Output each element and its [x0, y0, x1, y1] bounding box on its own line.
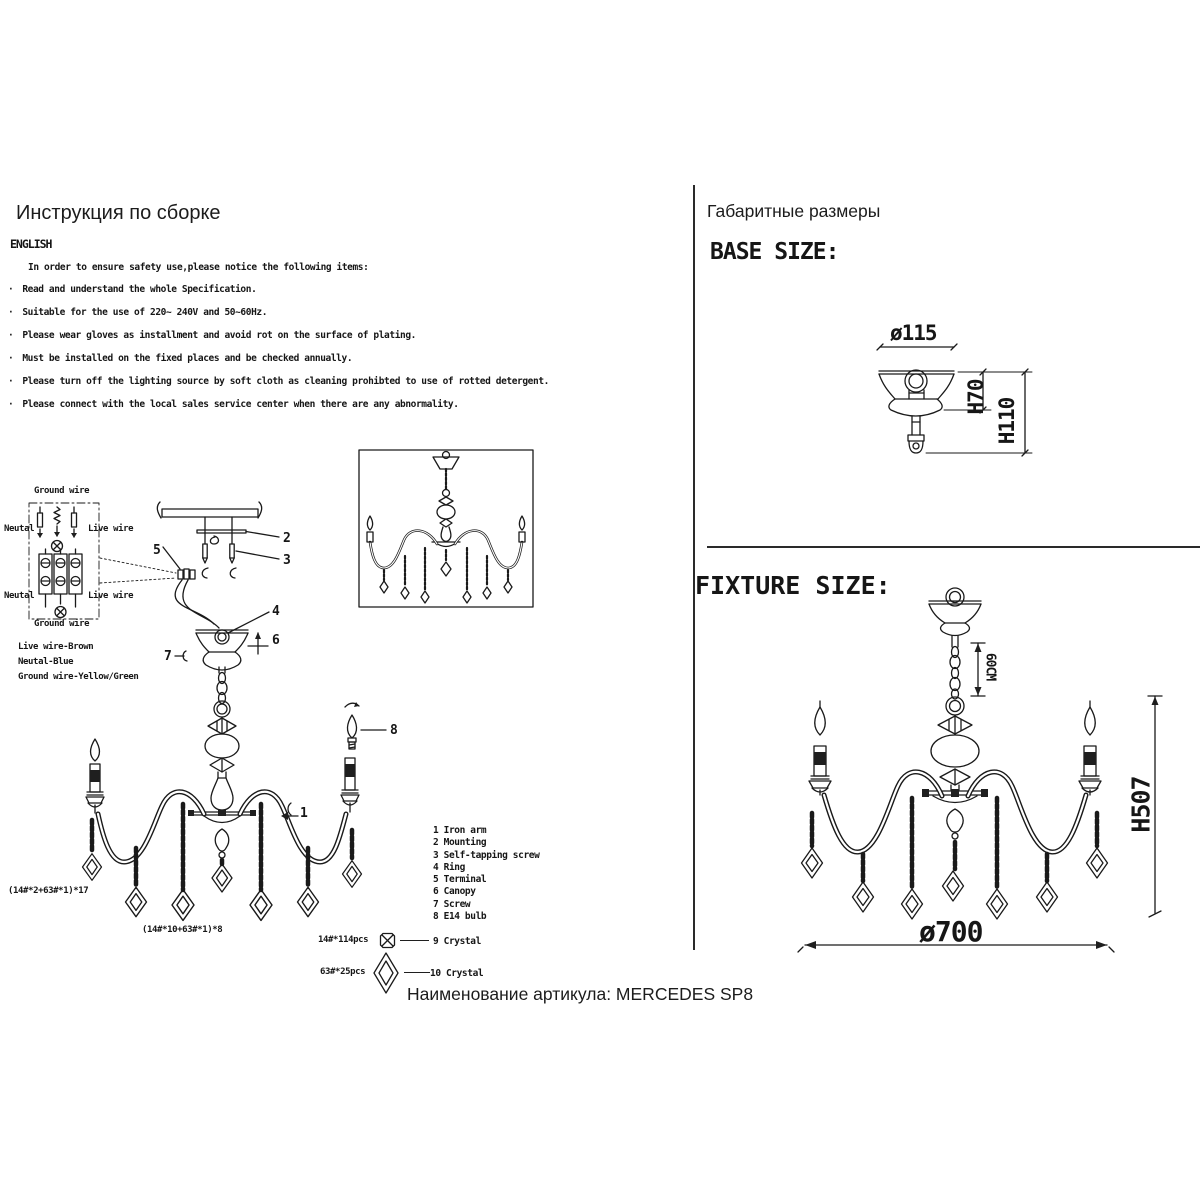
- instruction-bullet-4: · Must be installed on the fixed places and be checked annually.: [8, 353, 353, 364]
- fixture-size-heading: FIXTURE SIZE:: [695, 571, 891, 600]
- crystal-formula-center: (14#*10+63#*1)*8: [142, 925, 223, 935]
- dimensions-title: Габаритные размеры: [707, 201, 881, 221]
- bullet-dot: ·: [8, 376, 14, 387]
- callout-2: 2: [283, 531, 291, 546]
- exploded-chandelier-diagram: [0, 440, 560, 985]
- bullet-dot: ·: [8, 284, 14, 295]
- article-name: Наименование артикула: MERCEDES SP8: [407, 984, 754, 1004]
- crystal-formula-left: (14#*2+63#*1)*17: [8, 886, 89, 896]
- bullet-dot: ·: [8, 330, 14, 341]
- fixture-size-drawing: [700, 555, 1200, 975]
- part-row: 7 Screw: [433, 898, 471, 910]
- fixture-chain-length-label: 60CM: [982, 652, 998, 681]
- callout-4: 4: [272, 604, 280, 619]
- wiring-neutral-top-label: Neutal: [4, 524, 35, 534]
- part-row: 4 Ring: [433, 861, 465, 873]
- fixture-height-label: H507: [1126, 776, 1156, 833]
- bullet-dot: ·: [8, 399, 14, 410]
- wiring-neutral-bottom-label: Neutal: [4, 591, 35, 601]
- part-row: 8 E14 bulb: [433, 911, 487, 923]
- instruction-bullet-1: · Read and understand the whole Specification.: [8, 284, 257, 295]
- base-diameter-label: ø115: [890, 321, 937, 345]
- part-row: 5 Terminal: [433, 874, 487, 886]
- part-row-9: 9 Crystal: [433, 936, 481, 947]
- wiring-ground-top-label: Ground wire: [34, 486, 90, 496]
- wiring-legend-neutral: Neutal-Blue: [18, 657, 74, 667]
- wiring-live-top-label: Live wire: [88, 524, 134, 534]
- assembly-title: Инструкция по сборке: [16, 202, 221, 224]
- wiring-live-bottom-label: Live wire: [88, 591, 134, 601]
- base-size-heading: BASE SIZE:: [710, 239, 839, 265]
- callout-8: 8: [390, 723, 398, 738]
- callout-6: 6: [272, 633, 280, 648]
- bullet-dot: ·: [8, 353, 14, 364]
- section-divider-vertical: [693, 185, 695, 950]
- instruction-bullet-6: · Please connect with the local sales service center when there are any abnormality.: [8, 399, 459, 410]
- base-total-height-label: H110: [995, 397, 1019, 445]
- base-bell-height-label: H70: [964, 379, 988, 415]
- base-size-drawing: [700, 300, 1180, 590]
- language-header: ENGLISH: [10, 237, 52, 251]
- fixture-diameter-label: ø700: [919, 915, 983, 948]
- part10-qty: 63#*25pcs: [320, 967, 366, 977]
- part-row: 1 Iron arm: [433, 825, 487, 836]
- bullet-dot: ·: [8, 307, 14, 318]
- callout-1: 1: [300, 806, 308, 821]
- part-row: 3 Self-tapping screw: [433, 849, 540, 861]
- wiring-legend-ground: Ground wire-Yellow/Green: [18, 672, 139, 682]
- wiring-legend-live: Live wire-Brown: [18, 642, 94, 652]
- intro-line: In order to ensure safety use,please notice the following items:: [28, 262, 369, 273]
- callout-7: 7: [164, 649, 172, 664]
- part-row: 6 Canopy: [433, 886, 476, 898]
- callout-3: 3: [283, 553, 291, 568]
- instruction-bullet-5: · Please turn off the lighting source by soft cloth as cleaning prohibted to use of rotted detergent.: [8, 376, 549, 387]
- wiring-ground-bottom-label: Ground wire: [34, 619, 90, 629]
- instruction-bullet-2: · Suitable for the use of 220~ 240V and 50~60Hz.: [8, 307, 268, 318]
- part-row: 2 Mounting: [433, 837, 487, 849]
- part9-qty: 14#*114pcs: [318, 935, 369, 945]
- callout-5: 5: [153, 543, 161, 558]
- part-row-10: 10 Crystal: [430, 968, 484, 979]
- instruction-bullet-3: · Please wear gloves as installment and avoid rot on the surface of plating.: [8, 330, 416, 341]
- inset-assembled-chandelier: [367, 452, 525, 604]
